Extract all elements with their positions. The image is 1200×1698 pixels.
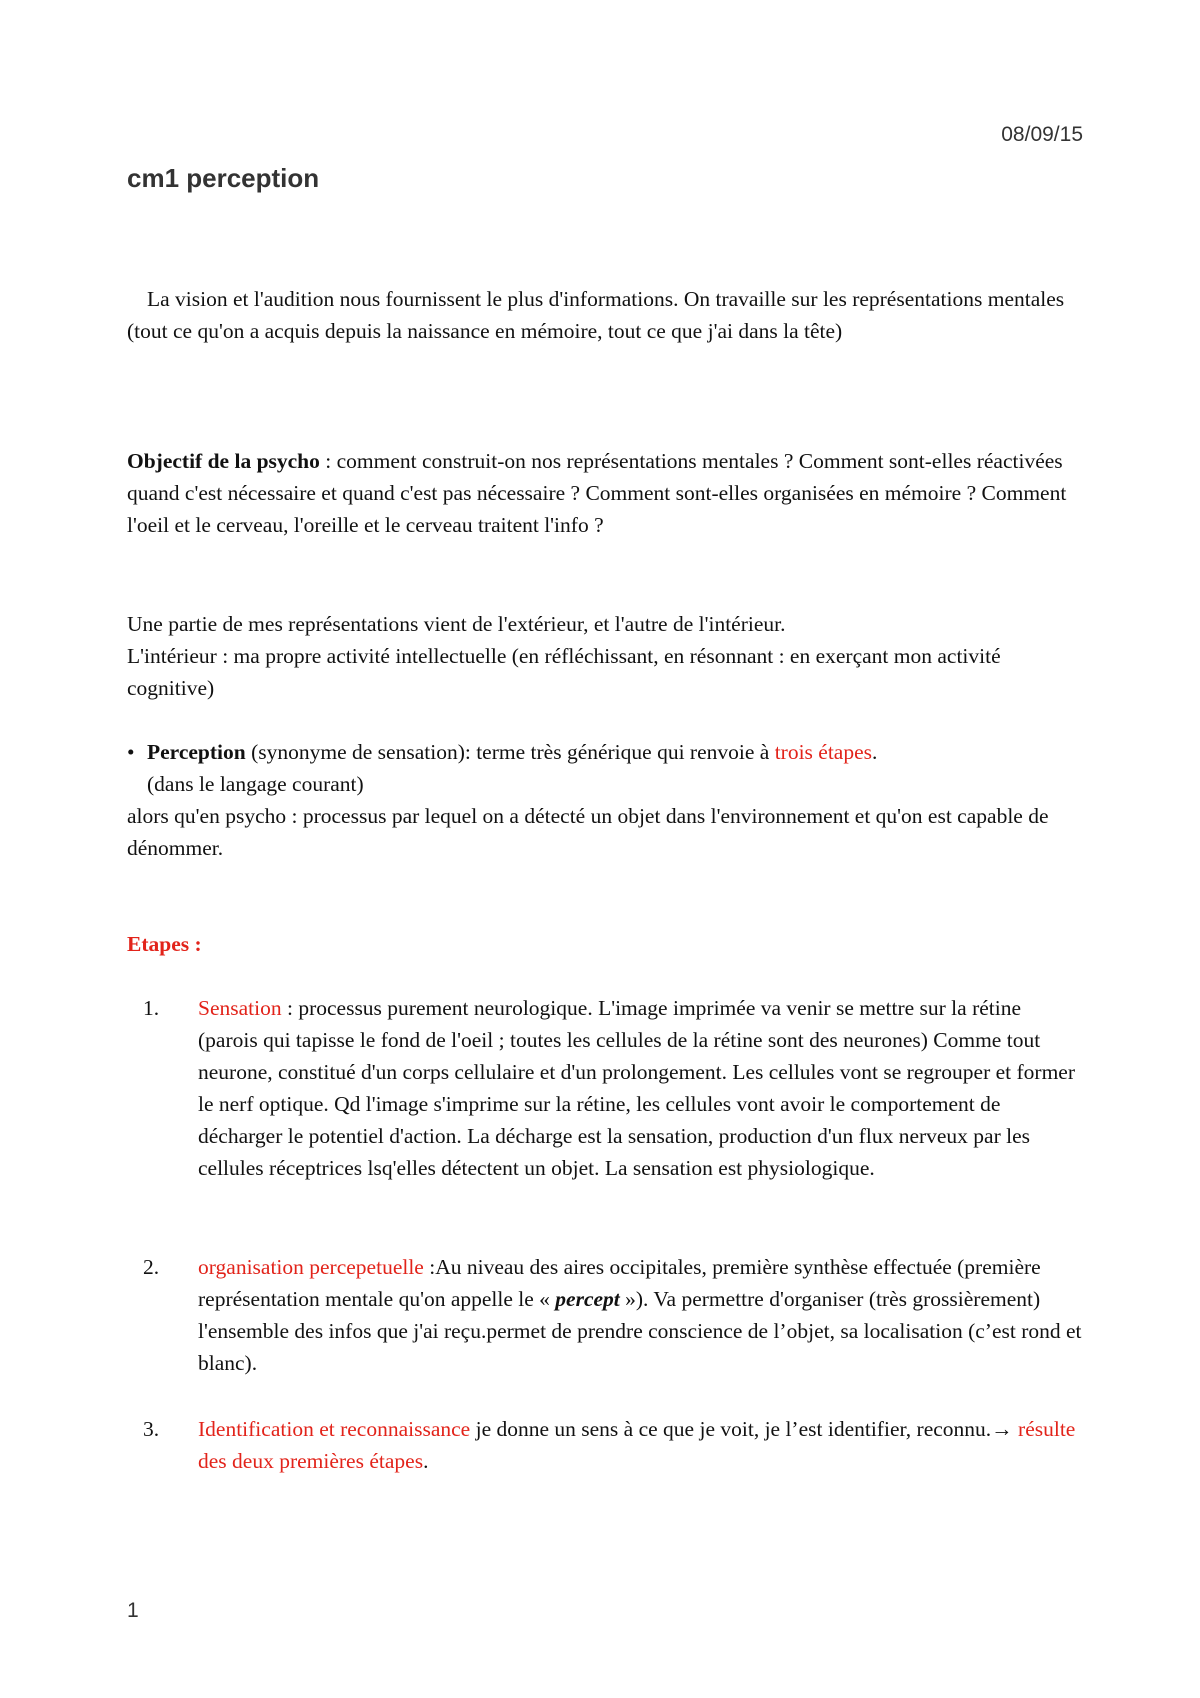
list-item [143,1251,1083,1379]
list-number: 3. [143,1417,160,1441]
perception-highlight: trois étapes [774,740,873,764]
objectif-label: Objectif de la psycho [127,449,320,473]
perception-sub: (dans le langage courant) [147,772,364,796]
list-item-title: Identification et reconnaissance [198,1417,471,1441]
list-item-highlight: résulte des deux premières étapes [198,1417,1076,1473]
list-item-title: organisation percepetuelle [198,1255,424,1279]
percept-emphasis: percept [555,1287,620,1311]
list-item-title: Sensation [198,996,282,1020]
list-item-text: :Au niveau des aires occipitales, première synthèse effectuée (première représentation mentale qu'on appelle le « [198,1255,1041,1311]
objectif-paragraph [127,445,1087,541]
perception-bullet-line [127,736,1087,768]
list-number: 1. [143,996,160,1020]
etapes-heading: Etapes : [127,932,202,956]
perception-alors: alors qu'en psycho : processus par lequel on a détecté un objet dans l'environnement et qu'on est capable de dénommer. [127,804,1049,860]
bullet-icon: • [127,740,135,764]
document-title: cm1 perception [127,163,320,193]
objectif-text: : comment construit-on nos représentations mentales ? Comment sont-elles réactivées quand c'est nécessaire et quand c'est pas nécessaire ? Comment sont-elles organisées en mémoire ? Comment l'oeil et le cerveau, l'oreille et le cerveau traitent l'info ? [127,449,1067,537]
list-item-end: . [423,1449,429,1473]
perception-label: Perception [147,740,246,764]
list-item-text-after: »). Va permettre d'organiser (très grossièrement) l'ensemble des infos que j'ai reçu.permet de prendre conscience de l’objet, sa localisation (c’est rond et blanc). [198,1287,1082,1375]
list-item [143,1413,1083,1477]
perception-bullet [127,736,1087,800]
representations-line-1: Une partie de mes représentations vient de l'extérieur, et l'autre de l'intérieur. [127,612,786,636]
representations-line-2: L'intérieur : ma propre activité intellectuelle (en réfléchissant, en résonnant : en exerçant mon activité cognitive) [127,644,1001,700]
list-item-text: : processus purement neurologique. L'image imprimée va venir se mettre sur la rétine (parois qui tapisse le fond de l'oeil ; toutes les cellules de la rétine sont des neurones) Comme tout neurone, constitué d'un corps cellulaire et d'un prolongement. Les cellules vont se regrouper et former le nerf optique. Qd l'image s'imprime sur la rétine, les cellules vont avoir le comportement de décharger le potentiel d'action. La décharge est la sensation, production d'un flux nerveux par les cellules réceptrices lsq'elles détectent un objet. La sensation est physiologique. [198,996,1076,1180]
list-number: 2. [143,1255,160,1279]
perception-text: (synonyme de sensation): terme très générique qui renvoie à [245,740,775,764]
list-item-text: je donne un sens à ce que je voit, je l’est identifier, reconnu.→ [470,1417,1019,1441]
document-date: 08/09/15 [1001,123,1083,146]
intro-paragraph: La vision et l'audition nous fournissent le plus d'informations. On travaille sur les représentations mentales (tout ce qu'on a acquis depuis la naissance en mémoire, tout ce que j'ai dans la tête) [127,287,1065,343]
perception-end: . [872,740,878,764]
page-number: 1 [127,1599,139,1622]
list-item [143,992,1083,1184]
